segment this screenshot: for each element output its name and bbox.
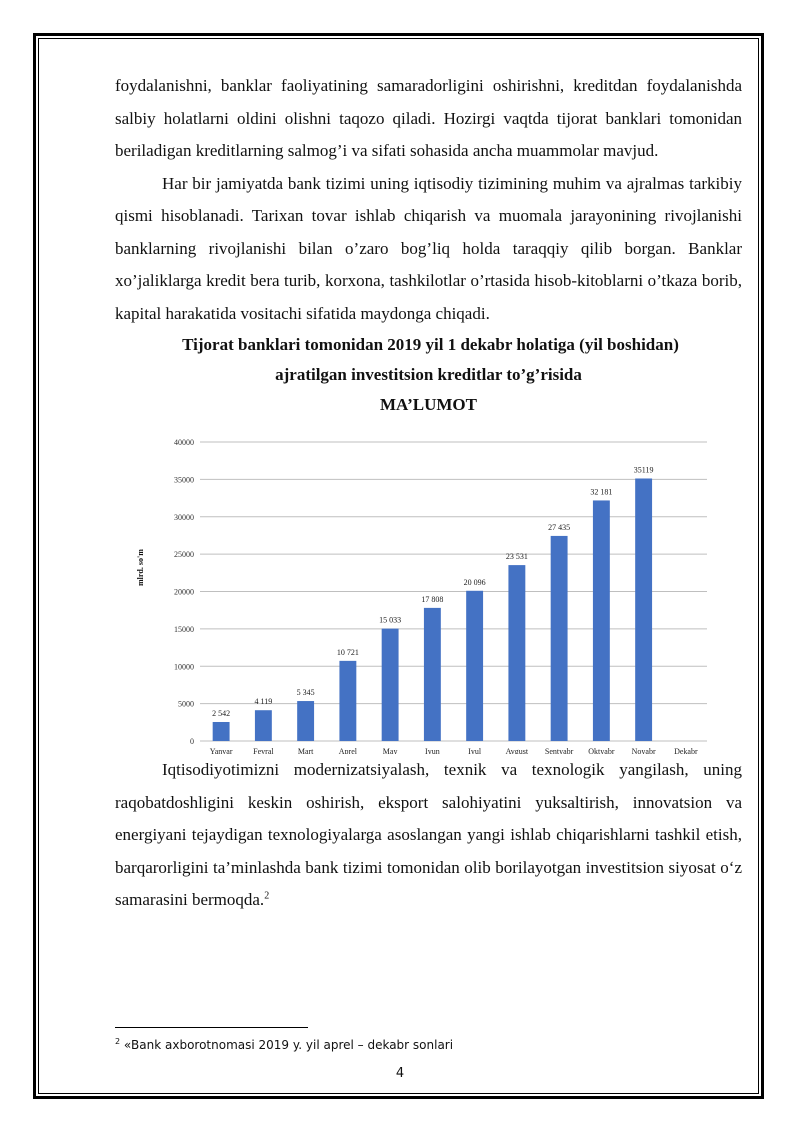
x-tick-label: Noyabr <box>631 747 656 754</box>
x-tick-label: Sentyabr <box>544 747 574 754</box>
data-label: 27 435 <box>548 522 571 532</box>
data-label: 35119 <box>633 465 654 475</box>
paragraph-3-text: Iqtisodiyotimizni modernizatsiyalash, texnik va texnologik yangilash, uning raqobatdoshligini keskin oshirish, eksport salohiyatini yuksaltirish, innovatsion va energiyani tejaydigan texnologiyalarga asoslangan yangi ishlab chiqarishlarni tashkil etish, barqarorligini ta’minlashda bank tizimi tomonidan olib borilayotgan investitsion siyosat o‘z samarasini bermoqda. <box>115 760 742 909</box>
data-label: 5 345 <box>296 688 315 698</box>
bar <box>213 722 230 741</box>
y-tick-label: 10000 <box>174 662 194 672</box>
x-tick-label: Yanvar <box>209 747 233 754</box>
bar <box>551 536 568 741</box>
y-tick-label: 20000 <box>174 587 194 597</box>
bar <box>466 591 483 741</box>
y-tick-label: 30000 <box>174 512 194 522</box>
bar <box>635 478 652 741</box>
y-axis-label: mlrd. so'm <box>136 549 145 587</box>
x-tick-label: Mart <box>297 747 314 754</box>
footnote <box>115 1037 453 1052</box>
heading-line-2: ajratilgan investitsion kreditlar to’g’risida <box>275 365 582 384</box>
y-tick-label: 25000 <box>174 550 194 560</box>
x-tick-label: Iyun <box>425 747 440 754</box>
x-tick-label: Dekabr <box>674 747 698 754</box>
paragraph-3 <box>115 754 742 917</box>
x-tick-label: Fevral <box>253 747 274 754</box>
footnote-separator <box>115 1027 308 1028</box>
page-number: 4 <box>395 1066 405 1081</box>
paragraph-2: Har bir jamiyatda bank tizimi uning iqtisodiy tizimining muhim va ajralmas tarkibiy qismi hisoblanadi. Tarixan tovar ishlab chiqarish va muomala jarayonining rivojlanishi banklarning rivojlanishi bilan o’zaro bog’liq holda taraqqiy qilib borgan. Banklar xo’jaliklarga kredit bera turib, korxona, tashkilotlar o’rtasida hisob-kitoblarni o’tkaza borib, kapital harakatida vositachi sifatida maydonga chiqadi. <box>115 173 742 323</box>
y-tick-label: 35000 <box>174 475 194 485</box>
heading-line-3: MA’LUMOT <box>380 395 477 414</box>
x-tick-label: Iyul <box>468 747 482 754</box>
bar <box>593 500 610 741</box>
data-label: 15 033 <box>379 615 402 625</box>
x-tick-label: Avgust <box>505 747 529 754</box>
footnote-text: «Bank axborotnomasi 2019 y. yil aprel – dekabr sonlari <box>120 1038 454 1052</box>
paragraph-1: foydalanishni, banklar faoliyatining samaradorligini oshirishni, kreditdan foydalanishda salbiy holatlarni oldini olishni taqozo qiladi. Hozirgi vaqtda tijorat banklari tomonidan beriladigan kreditlarning salmog’i va sifati sohasida ancha muammolar mavjud. <box>115 76 742 160</box>
footnote-marker: 2 <box>115 1037 121 1046</box>
x-tick-label: Oktyabr <box>588 747 615 754</box>
bar-chart-svg <box>115 424 742 754</box>
footnote-reference: 2 <box>264 890 270 902</box>
x-tick-label: Aprel <box>338 747 357 754</box>
y-tick-label: 5000 <box>178 699 194 709</box>
data-label: 2 542 <box>212 708 231 718</box>
data-label: 23 531 <box>505 552 528 562</box>
bar <box>255 710 272 741</box>
data-label: 4 119 <box>254 697 273 707</box>
x-tick-label: May <box>382 747 398 754</box>
bar <box>297 701 314 741</box>
bar <box>508 565 525 741</box>
data-label: 17 808 <box>421 594 444 604</box>
y-tick-label: 40000 <box>174 438 194 447</box>
data-label: 32 181 <box>590 487 613 497</box>
y-tick-label: 15000 <box>174 624 194 634</box>
bar <box>382 629 399 741</box>
bar <box>424 608 441 741</box>
bar-chart <box>115 424 742 754</box>
data-label: 20 096 <box>463 577 486 587</box>
heading-line-1: Tijorat banklari tomonidan 2019 yil 1 dekabr holatiga (yil boshidan) <box>182 335 679 354</box>
page-content <box>115 70 742 917</box>
data-label: 10 721 <box>336 647 359 657</box>
bar <box>339 661 356 741</box>
y-tick-label: 0 <box>190 737 194 746</box>
